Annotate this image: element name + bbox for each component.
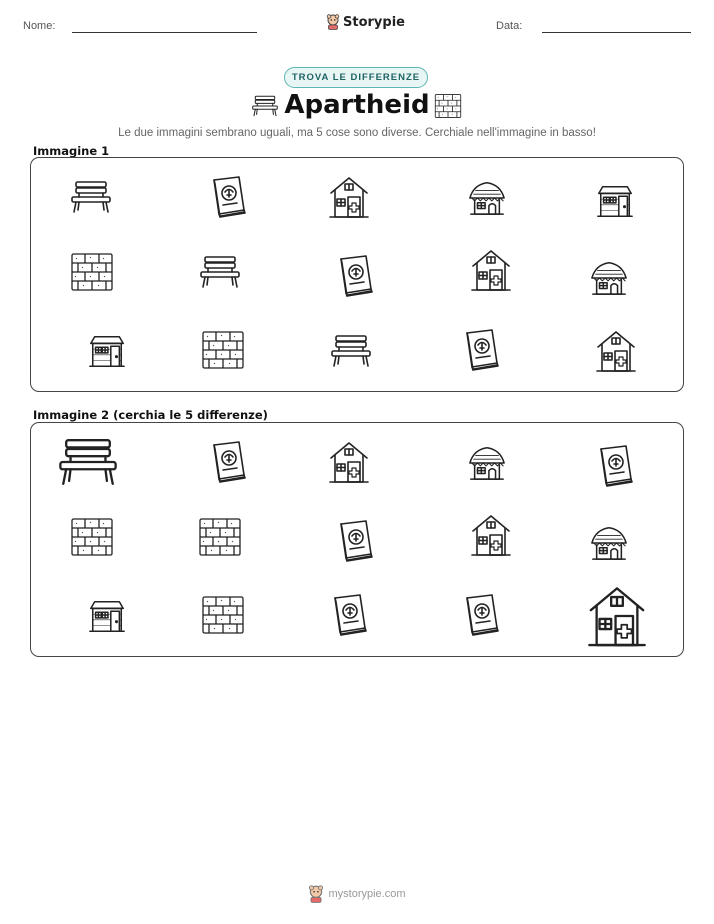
date-field[interactable] [542, 32, 691, 33]
image2-label: Immagine 2 (cerchia le 5 differenze) [33, 408, 268, 422]
image1-panel [30, 157, 684, 392]
brick-wall-icon [201, 595, 245, 635]
passport-book-icon [461, 329, 501, 373]
page-title: Apartheid [284, 90, 430, 120]
thatched-hut-icon [588, 259, 630, 297]
storypie-mascot-icon [326, 14, 340, 30]
brand-logo [326, 14, 405, 30]
footer-url: mystorypie.com [328, 888, 406, 900]
brick-house-icon [88, 598, 126, 634]
clinic-house-icon [594, 329, 638, 373]
title-brick-wall-icon [434, 93, 462, 119]
instructions: Le due immagini sembrano uguali, ma 5 cose sono diverse. Cerchiale nell'immagine in basso! [118, 127, 596, 139]
clinic-house-icon [469, 513, 513, 557]
bench-icon [328, 334, 374, 368]
clinic-house-icon [327, 440, 371, 484]
clinic-house-icon [327, 175, 371, 219]
thatched-hut-icon [588, 524, 630, 562]
thatched-hut-icon [466, 444, 508, 482]
passport-book-icon [461, 594, 501, 638]
name-label: Nome: [23, 20, 56, 32]
bench-icon [56, 437, 120, 487]
clinic-house-icon [469, 248, 513, 292]
storypie-mascot-icon [308, 885, 324, 903]
brick-house-icon [88, 333, 126, 369]
brick-wall-icon [70, 252, 114, 292]
bench-icon [68, 180, 114, 214]
activity-badge: TROVA LE DIFFERENZE [284, 67, 428, 88]
passport-book-icon [329, 594, 369, 638]
footer [0, 885, 714, 903]
brand-name: Storypie [343, 14, 405, 30]
passport-book-icon [335, 255, 375, 299]
name-field[interactable] [72, 32, 257, 33]
image1-label: Immagine 1 [33, 144, 110, 158]
date-label: Data: [496, 20, 523, 32]
brick-house-icon [596, 183, 634, 219]
clinic-house-icon [585, 584, 649, 648]
passport-book-icon [595, 445, 635, 489]
passport-book-icon [208, 176, 248, 220]
brick-wall-icon [70, 517, 114, 557]
thatched-hut-icon [466, 179, 508, 217]
brick-wall-icon [198, 517, 242, 557]
passport-book-icon [208, 441, 248, 485]
image2-panel[interactable] [30, 422, 684, 657]
brick-wall-icon [201, 330, 245, 370]
passport-book-icon [335, 520, 375, 564]
bench-icon [197, 255, 243, 289]
